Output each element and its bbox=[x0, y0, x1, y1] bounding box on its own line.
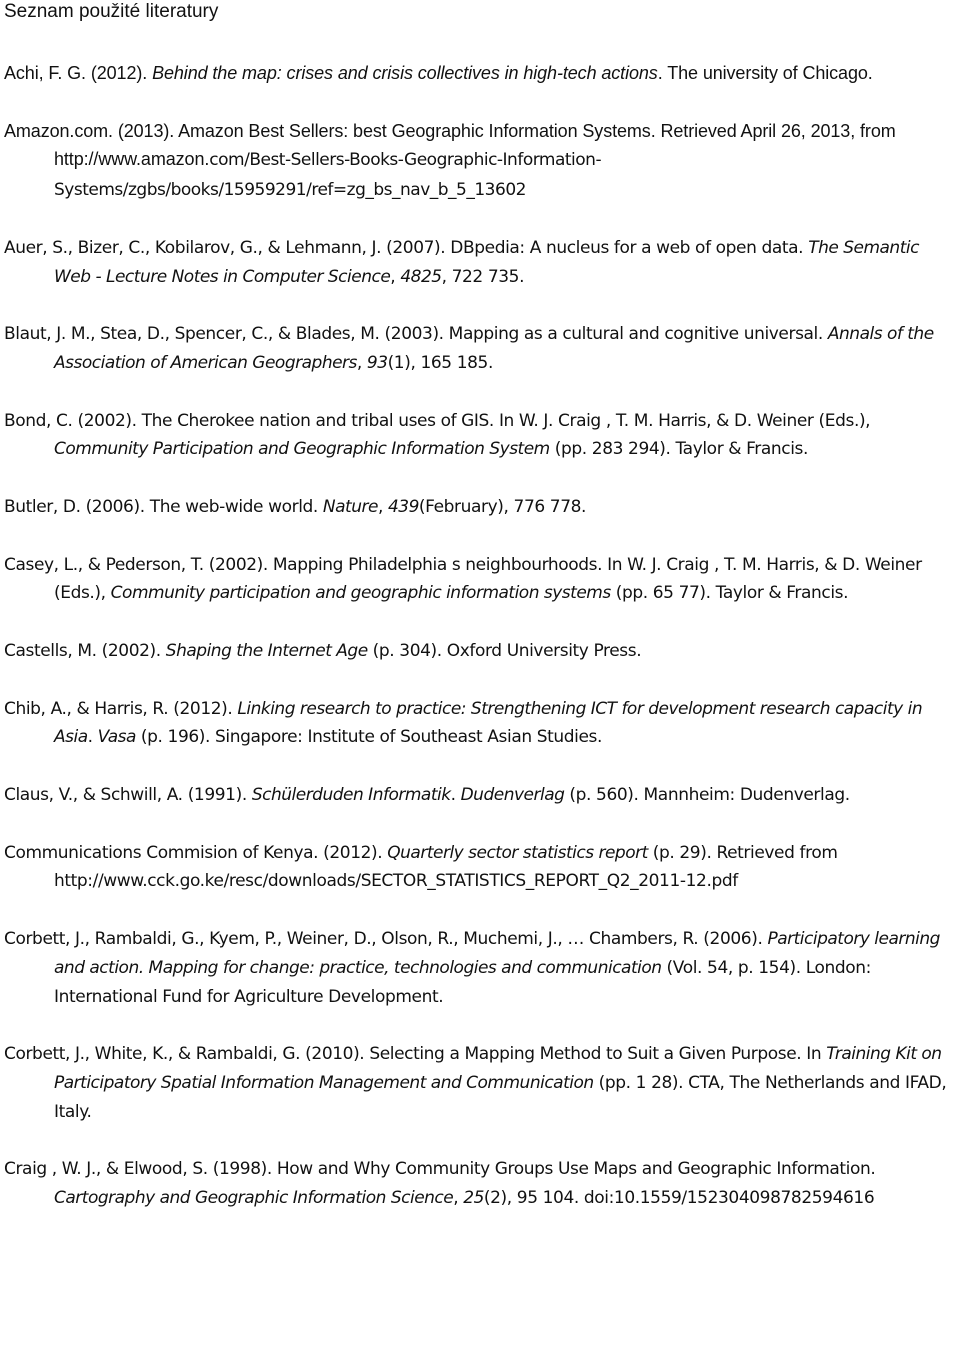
reference-text-segment: Butler, D. (2006). The web-wide world. bbox=[4, 496, 323, 517]
reference-italic-segment: Community Participation and Geographic Information System bbox=[54, 439, 550, 460]
reference-text-segment: (Vol. 54, p. 154). London: International Fund for Agriculture Development. bbox=[54, 957, 871, 1007]
reference-text-segment: , bbox=[377, 496, 388, 517]
reference-text-segment: Corbett, J., Rambaldi, G., Kyem, P., Weiner, D., Olson, R., Muchemi, J., … Chambers, R. (2006). bbox=[4, 928, 768, 949]
reference-text-segment: (p. 196). Singapore: Institute of Southeast Asian Studies. bbox=[135, 727, 602, 748]
reference-entry bbox=[4, 695, 957, 753]
reference-text-segment: , bbox=[390, 266, 401, 287]
reference-text-segment: , bbox=[356, 352, 367, 373]
reference-italic-segment: Training Kit on Participatory Spatial Information Management and Communication bbox=[54, 1044, 942, 1093]
reference-entry bbox=[4, 839, 957, 897]
reference-text-segment: (p. 304). Oxford University Press. bbox=[367, 640, 642, 661]
reference-entry bbox=[4, 637, 957, 666]
reference-entry bbox=[4, 117, 957, 205]
reference-text-segment: Achi, F. G. (2012). bbox=[4, 63, 153, 83]
reference-italic-segment: 439 bbox=[387, 496, 419, 517]
reference-text-segment: Chib, A., & Harris, R. (2012). bbox=[4, 698, 238, 719]
reference-entry bbox=[4, 59, 957, 88]
reference-text-segment: (1), 165 185. bbox=[387, 352, 493, 373]
reference-text-segment: Casey, L., & Pederson, T. (2002). Mapping Philadelphia s neighbourhoods. In W. J. Craig , T. M. Harris, & D. Weiner (Eds.), bbox=[4, 554, 922, 604]
reference-text-segment: Craig , W. J., & Elwood, S. (1998). How and Why Community Groups Use Maps and Geographic Information. bbox=[4, 1159, 876, 1180]
reference-text-segment: (2), 95 104. doi:10.1559/152304098782594616 bbox=[483, 1188, 875, 1209]
page-title: Seznam použité literatury bbox=[4, 1, 219, 22]
reference-text-segment: (pp. 65 77). Taylor & Francis. bbox=[610, 583, 849, 604]
reference-text-segment: Castells, M. (2002). bbox=[4, 640, 166, 661]
reference-italic-segment: Community participation and geographic information systems bbox=[110, 583, 611, 604]
reference-text-segment: Blaut, J. M., Stea, D., Spencer, C., & Blades, M. (2003). Mapping as a cultural and cognitive universal. bbox=[4, 324, 828, 345]
reference-text-segment: (p. 29). Retrieved from http://www.cck.go.ke/resc/downloads/SECTOR_STATISTICS_REPORT_Q2_2011-12.pdf bbox=[54, 842, 838, 892]
reference-text-segment: (February), 776 778. bbox=[418, 496, 587, 517]
reference-text-segment: . bbox=[87, 727, 98, 748]
reference-list bbox=[4, 59, 957, 1242]
reference-italic-segment: Nature bbox=[322, 496, 378, 517]
reference-text-segment: . The university of Chicago. bbox=[657, 63, 873, 83]
reference-italic-segment: Cartography and Geographic Information Science bbox=[54, 1188, 454, 1209]
reference-italic-segment: Shaping the Internet Age bbox=[165, 640, 368, 661]
reference-italic-segment: Annals of the Association of American Geographers bbox=[54, 324, 934, 373]
reference-entry bbox=[4, 493, 957, 522]
reference-text-segment: Communications Commision of Kenya. (2012). bbox=[4, 842, 388, 863]
reference-text-segment: (pp. 283 294). Taylor & Francis. bbox=[549, 439, 808, 460]
reference-italic-segment: 4825 bbox=[400, 266, 442, 287]
reference-entry bbox=[4, 551, 957, 609]
reference-text-segment: , 722 735. bbox=[441, 266, 525, 287]
reference-italic-segment: Behind the map: crises and crisis collectives in high-tech actions bbox=[152, 63, 658, 83]
reference-italic-segment: Participatory learning and action. Mapping for change: practice, technologies and communication bbox=[54, 928, 940, 978]
reference-text-segment: Claus, V., & Schwill, A. (1991). bbox=[4, 784, 252, 805]
reference-entry bbox=[4, 1040, 957, 1126]
reference-text-segment: (p. 560). Mannheim: Dudenverlag. bbox=[564, 784, 850, 805]
reference-text-segment: , bbox=[453, 1188, 464, 1209]
reference-italic-segment: 25 bbox=[463, 1188, 484, 1209]
reference-text-segment: Corbett, J., White, K., & Rambaldi, G. (2010). Selecting a Mapping Method to Suit a Given Purpose. In bbox=[4, 1044, 827, 1065]
reference-italic-segment: Quarterly sector statistics report bbox=[387, 842, 648, 863]
reference-entry bbox=[4, 234, 957, 292]
reference-entry bbox=[4, 781, 957, 810]
reference-text-segment: Auer, S., Bizer, C., Kobilarov, G., & Lehmann, J. (2007). DBpedia: A nucleus for a web of open data. bbox=[4, 237, 809, 258]
reference-italic-segment: The Semantic Web - Lecture Notes in Computer Science bbox=[54, 237, 919, 287]
reference-italic-segment: Dudenverlag bbox=[460, 784, 565, 805]
reference-text-segment: . bbox=[450, 784, 461, 805]
reference-italic-segment: Vasa bbox=[97, 727, 136, 748]
reference-text-segment: com/Best-Sellers-Books-Geographic-Information-Systems/zgbs/books/15959291/ref=zg_bs_nav_b_5_13602 bbox=[54, 150, 602, 201]
reference-entry bbox=[4, 1155, 957, 1213]
reference-text-segment: Bond, C. (2002). The Cherokee nation and tribal uses of GIS. In W. J. Craig , T. M. Harris, & D. Weiner (Eds.), bbox=[4, 410, 871, 431]
reference-entry bbox=[4, 320, 957, 378]
reference-entry bbox=[4, 925, 957, 1011]
reference-text-segment: (pp. 1 28). CTA, The Netherlands and IFAD, Italy. bbox=[54, 1072, 947, 1122]
reference-entry bbox=[4, 407, 957, 465]
reference-text-segment: Amazon.com. (2013). Amazon Best Sellers: best Geographic Information Systems. Retrieved April 26, 2013, from http://www.amazon. bbox=[4, 120, 896, 170]
reference-italic-segment: Linking research to practice: Strengthening ICT for development research capacity in Asia bbox=[54, 698, 923, 748]
reference-italic-segment: 93 bbox=[366, 352, 388, 373]
reference-italic-segment: Schülerduden Informatik bbox=[251, 784, 451, 805]
